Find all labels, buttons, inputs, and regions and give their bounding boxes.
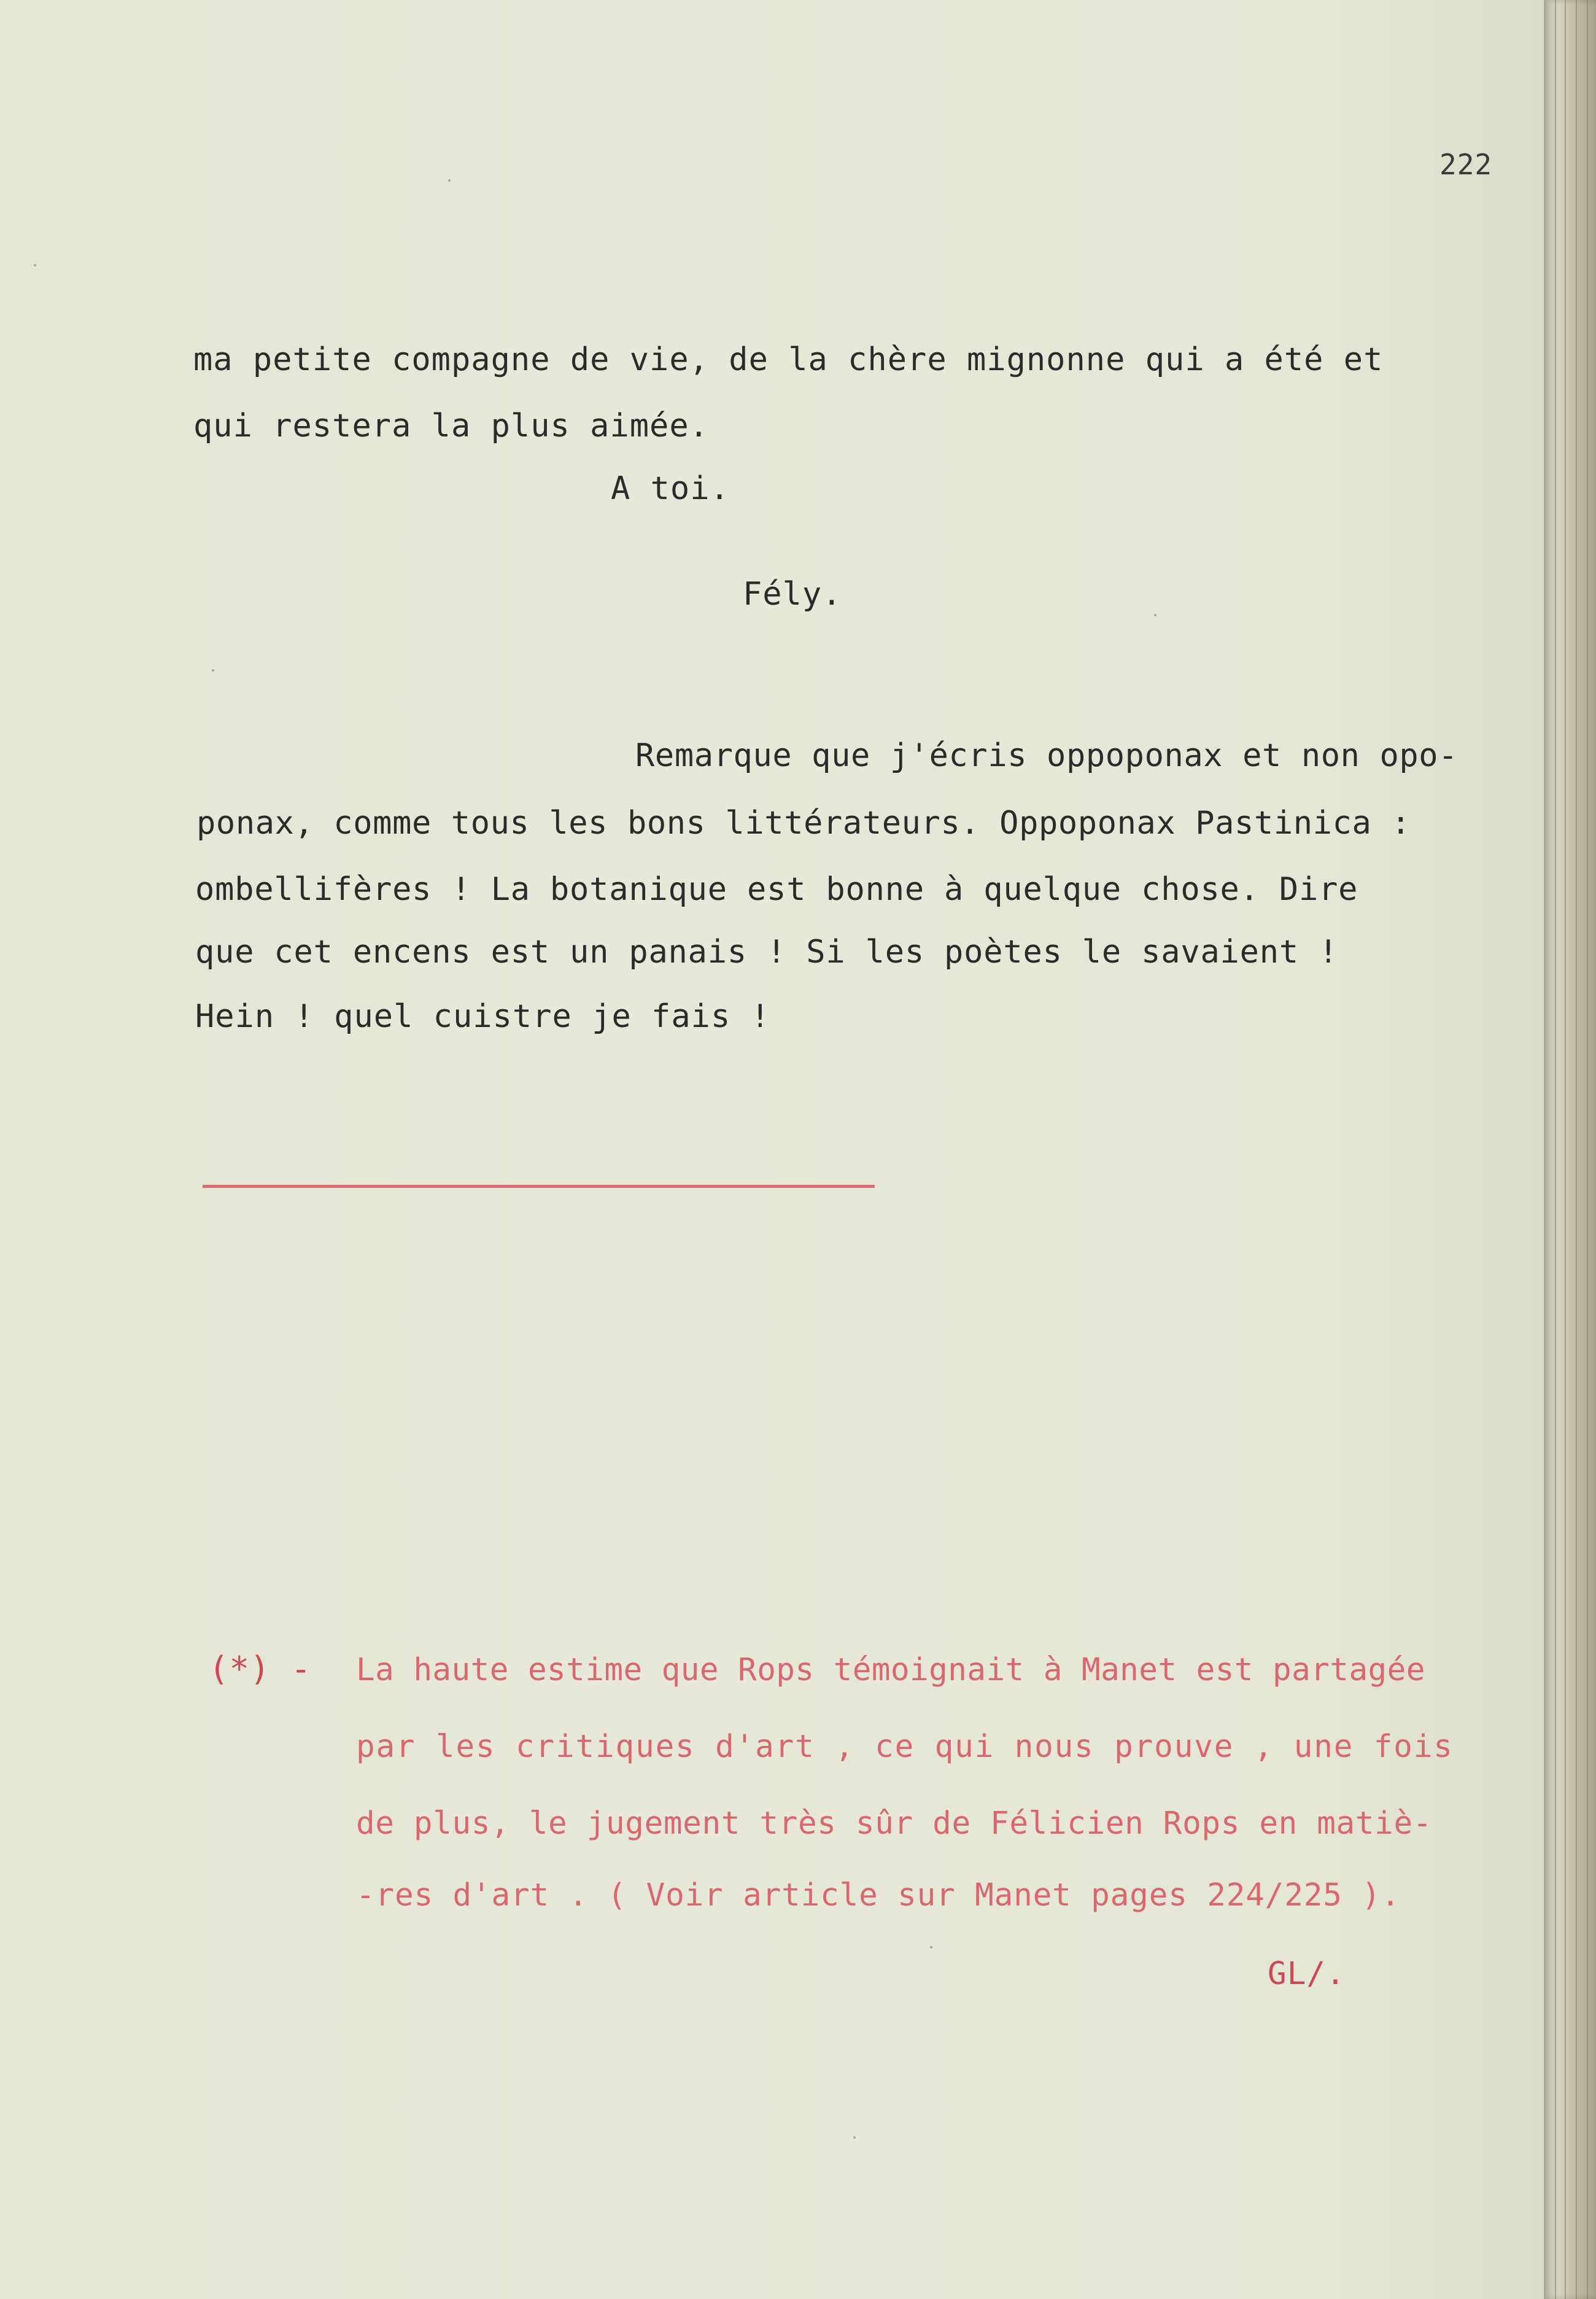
page-number: 222 xyxy=(1439,148,1493,181)
body-line-8: Hein ! quel cuistre je fais ! xyxy=(195,998,770,1035)
paper-speck xyxy=(448,179,451,182)
footnote-signature: GL/. xyxy=(1268,1956,1346,1992)
signature-fely: Fély. xyxy=(743,576,842,613)
body-line-2: qui restera la plus aimée. xyxy=(193,408,709,444)
footnote-line-1: La haute estime que Rops témoignait à Manet est partagée xyxy=(356,1652,1425,1688)
footnote-line-2: par les critiques d'art , ce qui nous prouve , une fois xyxy=(356,1729,1454,1765)
red-divider-line xyxy=(203,1185,875,1188)
body-line-3: A toi. xyxy=(611,470,730,507)
footnote-line-3: de plus, le jugement très sûr de Félicien Rops en matiè- xyxy=(356,1805,1433,1842)
paper-speck xyxy=(853,2136,856,2139)
paper-speck xyxy=(212,669,214,672)
footnote-marker: (*) - xyxy=(209,1650,312,1688)
footnote-line-4: -res d'art . ( Voir article sur Manet pages 224/225 ). xyxy=(356,1877,1401,1913)
body-line-6: ombellifères ! La botanique est bonne à quelque chose. Dire xyxy=(195,871,1358,908)
body-line-4: Remarque que j'écris oppoponax et non opo- xyxy=(635,737,1458,774)
body-line-7: que cet encens est un panais ! Si les poètes le savaient ! xyxy=(195,934,1339,971)
body-line-1: ma petite compagne de vie, de la chère mignonne qui a été et xyxy=(193,341,1384,378)
body-line-5: ponax, comme tous les bons littérateurs. Oppoponax Pastinica : xyxy=(196,805,1411,842)
paper-speck xyxy=(34,264,36,266)
paper-speck xyxy=(930,1946,932,1948)
book-page-edge xyxy=(1544,0,1596,2299)
paper-speck xyxy=(1154,614,1156,616)
